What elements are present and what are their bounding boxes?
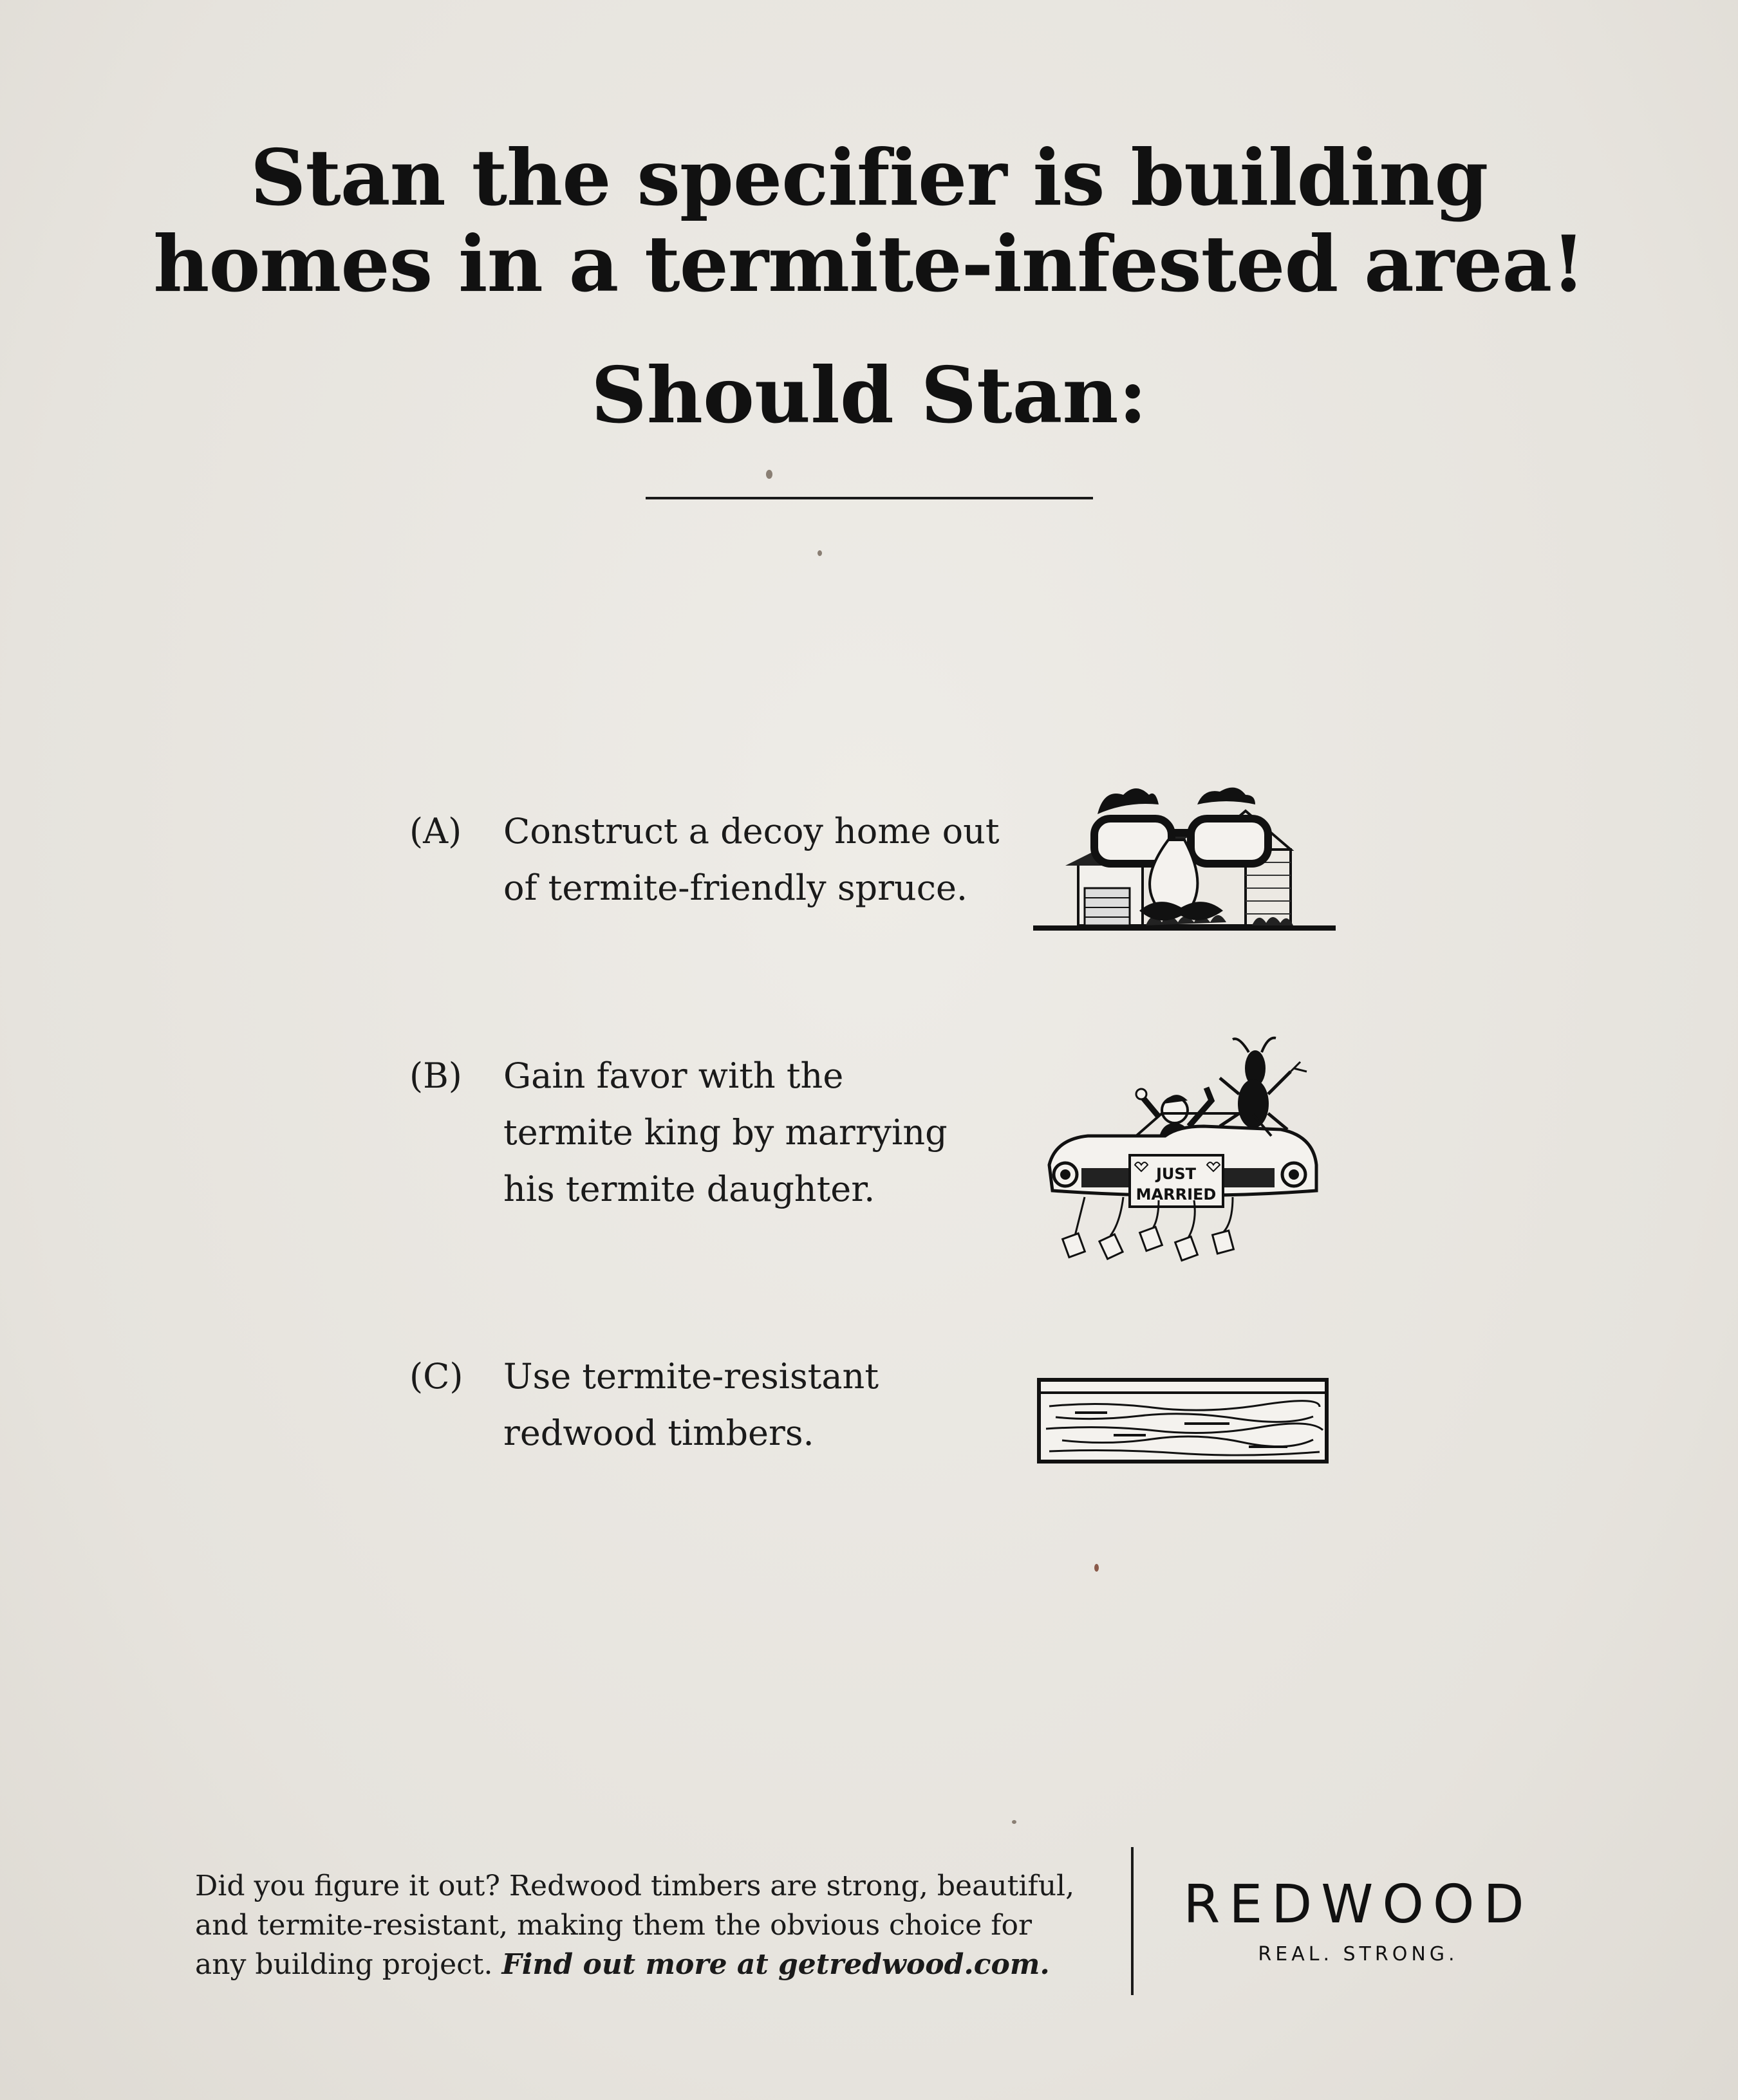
- option-b-letter: (B): [409, 1055, 462, 1096]
- footer-copy: [195, 1866, 1096, 1984]
- paper-speck: [766, 470, 772, 479]
- option-a-line-1: Construct a decoy home out: [503, 811, 1000, 851]
- footer-line-1: Did you figure it out? Redwood timbers are strong, beautiful,: [195, 1870, 1075, 1902]
- footer-line-3-plain: any building project.: [195, 1948, 502, 1981]
- footer-line-3: [195, 1945, 1096, 1984]
- option-b-line-3: his termite daughter.: [503, 1169, 875, 1209]
- option-a-line-2: of termite-friendly spruce.: [503, 868, 968, 908]
- option-b-text: [503, 1048, 1031, 1218]
- option-a-letter: (A): [409, 811, 462, 851]
- termite-icon: [1220, 1038, 1307, 1129]
- divider-rule: [646, 497, 1093, 499]
- just-married-car-icon: [1046, 1036, 1320, 1274]
- redwood-logo: [1178, 1876, 1538, 1965]
- headline-line-2: homes in a termite-infested area!: [153, 219, 1585, 310]
- paper-speck: [1094, 1564, 1099, 1572]
- sign-line-2: MARRIED: [1135, 1185, 1217, 1203]
- option-c-letter: (C): [409, 1356, 463, 1397]
- logo-wordmark: REDWOOD: [1183, 1874, 1533, 1935]
- headline-line-1: Stan the specifier is building: [250, 133, 1488, 223]
- option-b-line-1: Gain favor with the: [503, 1055, 844, 1096]
- option-c-text: [503, 1348, 1031, 1462]
- option-a-text: [503, 803, 1031, 916]
- option-c-line-2: redwood timbers.: [503, 1413, 814, 1453]
- headline: [0, 135, 1738, 308]
- option-c-line-1: Use termite-resistant: [503, 1356, 879, 1397]
- footer-line-2: and termite-resistant, making them the obvious choice for: [195, 1909, 1033, 1942]
- footer-divider: [1131, 1847, 1134, 1995]
- disguised-house-icon: [1033, 779, 1336, 940]
- redwood-timber-icon: [1036, 1377, 1329, 1467]
- sign-line-1: JUST: [1155, 1165, 1197, 1183]
- footer-cta: Find out more at getredwood.com.: [501, 1948, 1050, 1981]
- option-b-line-2: termite king by marrying: [503, 1112, 948, 1153]
- subhead: Should Stan:: [591, 350, 1147, 441]
- paper-speck: [1012, 1820, 1016, 1824]
- paper-speck: [818, 550, 822, 556]
- logo-tagline: REAL. STRONG.: [1258, 1943, 1459, 1965]
